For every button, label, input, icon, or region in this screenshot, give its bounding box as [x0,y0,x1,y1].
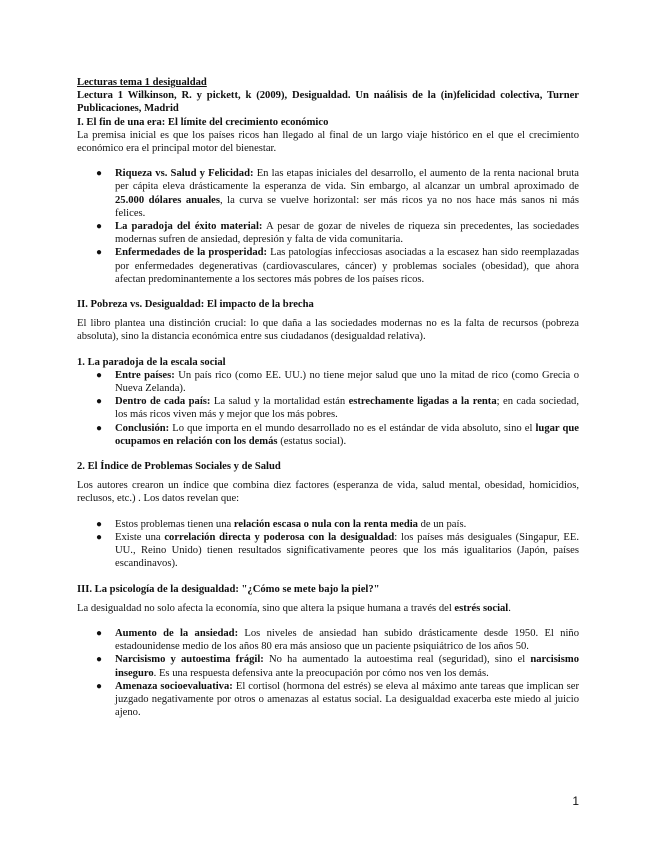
section-1-list [77,167,579,286]
list-item: ● Estos problemas tienen una relación escasa o nula con la renta media de un país. [96,518,467,530]
bullet-icon: ● [96,680,103,692]
section-2-intro: El libro plantea una distinción crucial: lo que daña a las sociedades modernas no es la falta de recursos (pobreza absoluta), sino la distancia económica entre sus ciudadanos (desigualdad relativa). [77,318,579,343]
document-title: Lecturas tema 1 desigualdad [77,77,207,88]
list-item: ● Aumento de la ansiedad: Los niveles de ansiedad han subido drásticamente desde 1950. El niño estadounidense medio de los años 80 era más ansioso que un paciente psiquiátrico de los años 50. [96,627,579,653]
list-item: ● Narcisismo y autoestima frágil: No ha aumentado la autoestima real (seguridad), sino el narcisismo inseguro. Es una respuesta defensiva ante la preocupación por cómo nos ven los demás. [96,654,579,679]
bullet-icon: ● [96,221,103,233]
list-item: ● Amenaza socioevaluativa: El cortisol (hormona del estrés) se eleva al máximo ante tareas que implican ser juzgado negativamente por otros o amenazas al estatus social. La desigualdad exacerba este miedo al juicio ajeno. [96,680,579,719]
section-3-list [77,627,579,719]
list-item: ● Conclusión: Lo que importa en el mundo desarrollado no es el estándar de vida absoluto, sino el lugar que ocupamos en relación con los demás (estatus social). [96,422,579,447]
bullet-icon: ● [96,422,103,434]
subsection-2-2-heading: 2. El Índice de Problemas Sociales y de Salud [77,461,281,473]
subsection-2-1-list [77,369,579,448]
list-item: ● La paradoja del éxito material: A pesar de gozar de niveles de riqueza sin precedentes, las sociedades modernas sufren de ansiedad, depresión y falta de vida comunitaria. [96,221,579,246]
section-3-heading: III. La psicología de la desigualdad: "¿Cómo se mete bajo la piel?" [77,583,380,595]
reading-reference: Lectura 1 Wilkinson, R. y pickett, k (2009), Desigualdad. Un naálisis de la (in)felicidad colectiva, Turner Publicaciones, Madrid [77,90,579,115]
bullet-icon: ● [96,168,103,180]
list-item: ● Dentro de cada país: La salud y la mortalidad están estrechamente ligadas a la renta; en cada sociedad, los más ricos viven más y mejor que los más pobres. [96,396,579,421]
subsection-2-1-heading: 1. La paradoja de la escala social [77,356,226,368]
bullet-icon: ● [96,369,103,381]
list-item: ● Riqueza vs. Salud y Felicidad: En las etapas iniciales del desarrollo, el aumento de la renta nacional bruta per cápita eleva drásticamente la esperanza de vida. Sin embargo, al alcanzar un umbral aproximado de 25.000 dólares anuales, la curva se vuelve horizontal: ser más ricos ya no nos hace más sanos ni más felices. [96,168,580,219]
section-3-intro: La desigualdad no solo afecta la economía, sino que altera la psique humana a través del estrés social. [77,602,511,614]
subsection-2-2-list [77,518,579,571]
bullet-icon: ● [96,627,103,639]
bullet-icon: ● [96,518,103,530]
bullet-icon: ● [96,654,103,666]
subsection-2-2-intro: Los autores crearon un índice que combina diez factores (esperanza de vida, salud mental, obesidad, homicidios, reclusos, etc.) . Los datos revelan que: [77,480,579,505]
list-item: ● Entre países: Un país rico (como EE. UU.) no tiene mejor salud que uno la mitad de rico (como Grecia o Nueva Zelanda). [96,369,579,395]
list-item: ● Enfermedades de la prosperidad: Las patologías infecciosas asociadas a la escasez han sido reemplazadas por enfermedades degenerativas (cardiovasculares, cáncer) y problemas sociales (obesidad), que ahora afectan predominantemente a los sectores más pobres de los países ricos. [96,247,579,285]
section-1-intro: La premisa inicial es que los países ricos han llegado al final de un largo viaje histórico en el que el crecimiento económico era el principal motor del bienestar. [77,129,579,155]
page-number: 1 [572,794,579,808]
list-item: ● Existe una correlación directa y poderosa con la desigualdad: los países más desiguales (Singapur, EE. UU., Reino Unido) tienen resultados significativamente peores que los más igualitarios (Japón, países escandinavos). [96,531,580,570]
section-1-heading: I. El fin de una era: El límite del crecimiento económico [77,116,329,128]
bullet-icon: ● [96,531,103,543]
section-2-heading: II. Pobreza vs. Desigualdad: El impacto de la brecha [77,299,314,311]
bullet-icon: ● [96,396,103,408]
bullet-icon: ● [96,247,103,259]
